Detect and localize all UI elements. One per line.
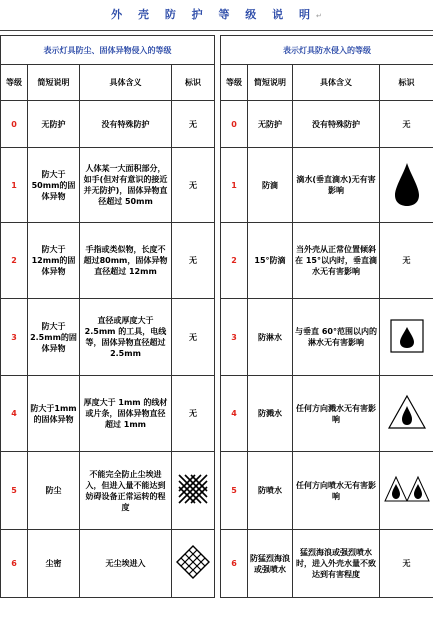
- dust-short: 尘密: [28, 530, 80, 598]
- dust-symbol: 无: [172, 299, 215, 376]
- dense-mesh-icon: [172, 530, 215, 598]
- dust-meaning: 手指或类似物，长度不超过80mm，固体异物直径超过 12mm: [80, 223, 172, 299]
- water-meaning: 任何方向喷水无有害影响: [293, 452, 380, 530]
- drop-icon-graphic: [392, 161, 422, 207]
- water-short: 防淋水: [248, 299, 293, 376]
- dust-short: 无防护: [28, 101, 80, 148]
- dust-meaning: 不能完全防止尘埃进入，但进入量不能达到妨碍设备正常运转的程度: [80, 452, 172, 530]
- dust-level: 6: [1, 530, 28, 598]
- dust-level: 1: [1, 148, 28, 223]
- dust-meaning: 厚度大于 1mm 的线材或片条，固体异物直径超过 1mm: [80, 376, 172, 452]
- water-meaning: 没有特殊防护: [293, 101, 380, 148]
- water-short: 15°防滴: [248, 223, 293, 299]
- dust-symbol: 无: [172, 376, 215, 452]
- dust-short: 防大于2.5mm的固体异物: [28, 299, 80, 376]
- water-level: 2: [221, 223, 248, 299]
- water-col-symbol: 标识: [380, 65, 433, 101]
- dust-meaning: 人体某一大面积部分，如手(但对有意识的接近并无防护)，固体异物直径超过 50mm: [80, 148, 172, 223]
- dust-short: 防大于50mm的固体异物: [28, 148, 80, 223]
- two-drops-in-triangles-icon: [380, 452, 433, 530]
- water-short: 防滴: [248, 148, 293, 223]
- dust-level: 3: [1, 299, 28, 376]
- water-col-meaning: 具体含义: [293, 65, 380, 101]
- dust-level: 4: [1, 376, 28, 452]
- water-meaning: 滴水(垂直滴水)无有害影响: [293, 148, 380, 223]
- water-level: 1: [221, 148, 248, 223]
- protection-table: [0, 35, 433, 598]
- dust-level: 5: [1, 452, 28, 530]
- drop-in-square-icon: [380, 299, 433, 376]
- drop-icon: [380, 148, 433, 223]
- mesh-graphic: [177, 473, 209, 505]
- water-meaning: 任何方向溅水无有害影响: [293, 376, 380, 452]
- water-short: 防喷水: [248, 452, 293, 530]
- dust-short: 防大于1mm的固体异物: [28, 376, 80, 452]
- water-col-short: 简短说明: [248, 65, 293, 101]
- water-meaning: 猛烈海浪或强烈喷水时，进入外壳水量不致达到有害程度: [293, 530, 380, 598]
- dust-meaning: 无尘埃进入: [80, 530, 172, 598]
- dust-col-level: 等级: [1, 65, 28, 101]
- water-symbol: 无: [380, 223, 433, 299]
- water-section-heading: 表示灯具防水侵入的等级: [221, 36, 433, 65]
- drop-in-triangle-icon: [380, 376, 433, 452]
- dust-short: 防尘: [28, 452, 80, 530]
- water-short: 防猛烈海浪或强喷水: [248, 530, 293, 598]
- water-level: 4: [221, 376, 248, 452]
- drop-in-square-graphic: [390, 319, 424, 353]
- dust-short: 防大于12mm的固体异物: [28, 223, 80, 299]
- dust-level: 2: [1, 223, 28, 299]
- water-level: 6: [221, 530, 248, 598]
- water-short: 无防护: [248, 101, 293, 148]
- drop-in-triangle-graphic: [387, 394, 427, 430]
- dust-symbol: 无: [172, 101, 215, 148]
- dust-symbol: 无: [172, 148, 215, 223]
- dust-col-short: 简短说明: [28, 65, 80, 101]
- dust-section-heading: 表示灯具防尘、固体异物侵入的等级: [1, 36, 215, 65]
- water-meaning: 与垂直 60°范围以内的淋水无有害影响: [293, 299, 380, 376]
- page-title: 外 壳 防 护 等 级 说 明↵: [0, 0, 433, 31]
- dust-symbol: 无: [172, 223, 215, 299]
- dense-mesh-graphic: [176, 545, 210, 579]
- water-meaning: 当外壳从正常位置倾斜在 15°以内时，垂直滴水无有害影响: [293, 223, 380, 299]
- water-symbol: 无: [380, 101, 433, 148]
- water-short: 防溅水: [248, 376, 293, 452]
- water-symbol: 无: [380, 530, 433, 598]
- water-level: 0: [221, 101, 248, 148]
- mesh-icon: [172, 452, 215, 530]
- dust-col-symbol: 标识: [172, 65, 215, 101]
- water-level: 3: [221, 299, 248, 376]
- water-col-level: 等级: [221, 65, 248, 101]
- two-drops-graphic: [384, 475, 430, 503]
- dust-level: 0: [1, 101, 28, 148]
- water-level: 5: [221, 452, 248, 530]
- dust-meaning: 直径或厚度大于 2.5mm 的工具，电线等，固体异物直径超过 2.5mm: [80, 299, 172, 376]
- dust-col-meaning: 具体含义: [80, 65, 172, 101]
- dust-meaning: 没有特殊防护: [80, 101, 172, 148]
